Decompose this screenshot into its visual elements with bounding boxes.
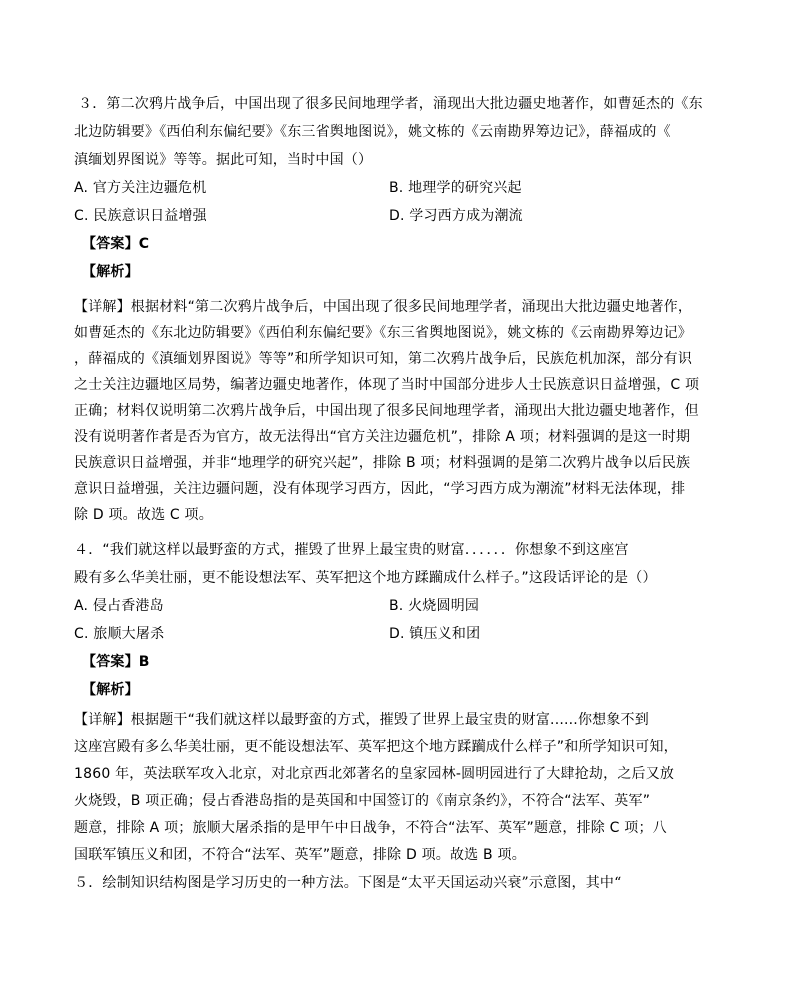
question-3-option-a: A. 官方关注边疆危机 [74,180,207,196]
question-3-detail-line: 如曹延杰的《东北边防辑要》《西伯利东偏纪要》《东三省舆地图说》，姚文栋的《云南勘界筹边记》 [74,325,692,341]
question-3-detail-line: 民族意识日益增强，并非“地理学的研究兴起”，排除 B 项；材料强调的是第二次鸦片战争以后民族 [74,455,691,471]
question-4-option-d: D. 镇压义和团 [389,626,481,642]
question-4-stem-line: 殿有多么华美壮丽，更不能设想法军、英军把这个地方蹂躏成什么样子。”这段话评论的是（） [74,570,657,586]
question-4-detail-line: 1860 年，英法联军攻入北京，对北京西北郊著名的皇家园林-圆明园进行了大肆抢劫，之后又放 [74,766,675,782]
question-3-detail-line: 没有说明著作者是否为官方，故无法得出“官方关注边疆危机”，排除 A 项；材料强调的是这一时期 [74,429,691,445]
question-5-stem-line: ５．绘制知识结构图是学习历史的一种方法。下图是“太平天国运动兴衰”示意图，其中“ [74,875,622,891]
question-4-option-a: A. 侵占香港岛 [74,598,164,614]
question-3-detail-line: 除 D 项。故选 C 项。 [74,507,213,523]
question-3-option-c: C. 民族意识日益增强 [74,208,207,224]
question-3-answer: 【答案】C [82,236,150,252]
question-4-stem-line: ４．“我们就这样以最野蛮的方式，摧毁了世界上最宝贵的财富．．．．．．你想象不到这座宫 [74,542,629,558]
question-4-detail-line: 题意，排除 A 项；旅顺大屠杀指的是甲午中日战争，不符合“法军、英军”题意，排除 C 项；八 [74,820,667,836]
question-3-stem-line: 滇缅划界图说》等等。据此可知，当时中国（） [74,152,373,168]
question-3-detail-line: 【详解】根据材料“第二次鸦片战争后，中国出现了很多民间地理学者，涌现出大批边疆史地著作， [74,299,693,315]
question-4-answer: 【答案】B [82,654,150,670]
question-4-option-c: C. 旅顺大屠杀 [74,626,165,642]
question-4-detail-line: 【详解】根据题干“我们就这样以最野蛮的方式，摧毁了世界上最宝贵的财富......你想象不到 [74,712,649,728]
question-4-option-b: B. 火烧圆明园 [389,598,480,614]
question-3-detail-line: 意识日益增强，关注边疆问题，没有体现学习西方，因此，“学习西方成为潮流”材料无法体现，排 [74,481,686,497]
question-4-detail-line: 火烧毁，B 项正确；侵占香港岛指的是英国和中国签订的《南京条约》，不符合“法军、英军” [74,793,651,809]
question-3-option-d: D. 学习西方成为潮流 [389,208,523,224]
question-3-analysis-label: 【解析】 [82,264,139,280]
question-3-detail-line: ，薛福成的《滇缅划界图说》等等”和所学知识可知，第二次鸦片战争后，民族危机加深，部分有识 [74,351,693,367]
question-3-stem-line: ３．第二次鸦片战争后，中国出现了很多民间地理学者，涌现出大批边疆史地著作，如曹延杰的《东 [78,96,703,112]
question-3-option-b: B. 地理学的研究兴起 [389,180,522,196]
question-3-detail-line: 之士关注边疆地区局势，编著边疆史地著作，体现了当时中国部分进步人士民族意识日益增强，C 项 [74,377,700,393]
question-3-stem-line: 北边防辑要》《西伯利东偏纪要》《东三省舆地图说》，姚文栋的《云南勘界筹边记》，薛福成的《 [74,124,671,140]
question-4-analysis-label: 【解析】 [82,682,139,698]
question-4-detail-line: 国联军镇压义和团，不符合“法军、英军”题意，排除 D 项。故选 B 项。 [74,847,526,863]
question-3-detail-line: 正确；材料仅说明第二次鸦片战争后，中国出现了很多民间地理学者，涌现出大批边疆史地著作，但 [74,403,699,419]
question-4-detail-line: 这座宫殿有多么华美壮丽，更不能设想法军、英军把这个地方蹂躏成什么样子”和所学知识可知， [74,739,678,755]
